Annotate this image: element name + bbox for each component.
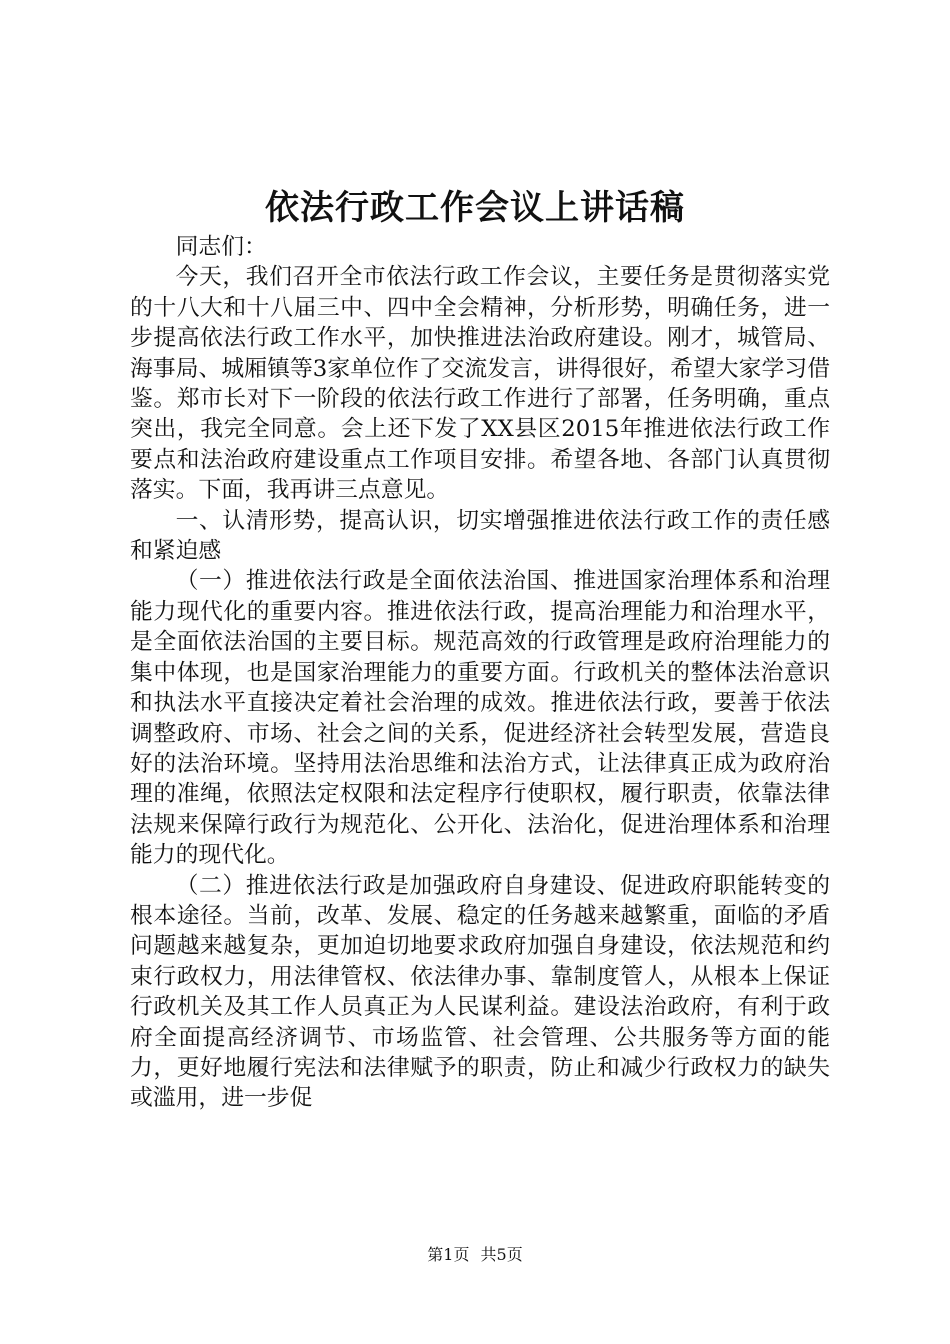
document-title: 依法行政工作会议上讲话稿 <box>265 188 685 228</box>
section-heading-1: 一、认清形势，提高认识，切实增强推进依法行政工作的责任感和紧迫感 <box>130 507 830 565</box>
paragraph-intro: 今天，我们召开全市依法行政工作会议，主要任务是贯彻落实党的十八大和十八届三中、四中全会精神，分析形势，明确任务，进一步提高依法行政工作水平，加快推进法治政府建设。刚才，城管局、海事局、城厢镇等3家单位作了交流发言，讲得很好，希望大家学习借鉴。郑市长对下一阶段的依法行政工作进行了部署，任务明确，重点突出，我完全同意。会上还下发了XX县区2015年推进依法行政工作要点和法治政府建设重点工作项目安排。希望各地、各部门认真贯彻落实。下面，我再讲三点意见。 <box>130 264 830 504</box>
page-number: 第1页 <box>427 1245 470 1264</box>
page-total: 共5页 <box>480 1245 523 1264</box>
paragraph-point-2: （二）推进依法行政是加强政府自身建设、促进政府职能转变的根本途径。当前，改革、发展、稳定的任务越来越繁重，面临的矛盾问题越来越复杂，更加迫切地要求政府加强自身建设，依法规范和约束行政权力，用法律管权、依法律办事、靠制度管人，从根本上保证行政机关及其工作人员真正为人民谋利益。建设法治政府，有利于政府全面提高经济调节、市场监管、社会管理、公共服务等方面的能力，更好地履行宪法和法律赋予的职责，防止和减少行政权力的缺失或滥用，进一步促 <box>130 872 830 1112</box>
paragraph-salutation: 同志们： <box>175 234 267 260</box>
page-footer <box>0 1243 950 1267</box>
paragraph-point-1: （一）推进依法行政是全面依法治国、推进国家治理体系和治理能力现代化的重要内容。推进依法行政，提高治理能力和治理水平，是全面依法治国的主要目标。规范高效的行政管理是政府治理能力的集中体现，也是国家治理能力的重要方面。行政机关的整体法治意识和执法水平直接决定着社会治理的成效。推进依法行政，要善于依法调整政府、市场、社会之间的关系，促进经济社会转型发展，营造良好的法治环境。坚持用法治思维和法治方式，让法律真正成为政府治理的准绳，依照法定权限和法定程序行使职权，履行职责，依靠法律法规来保障行政行为规范化、公开化、法治化，促进治理体系和治理能力的现代化。 <box>130 568 830 869</box>
document-body <box>130 232 830 1114</box>
